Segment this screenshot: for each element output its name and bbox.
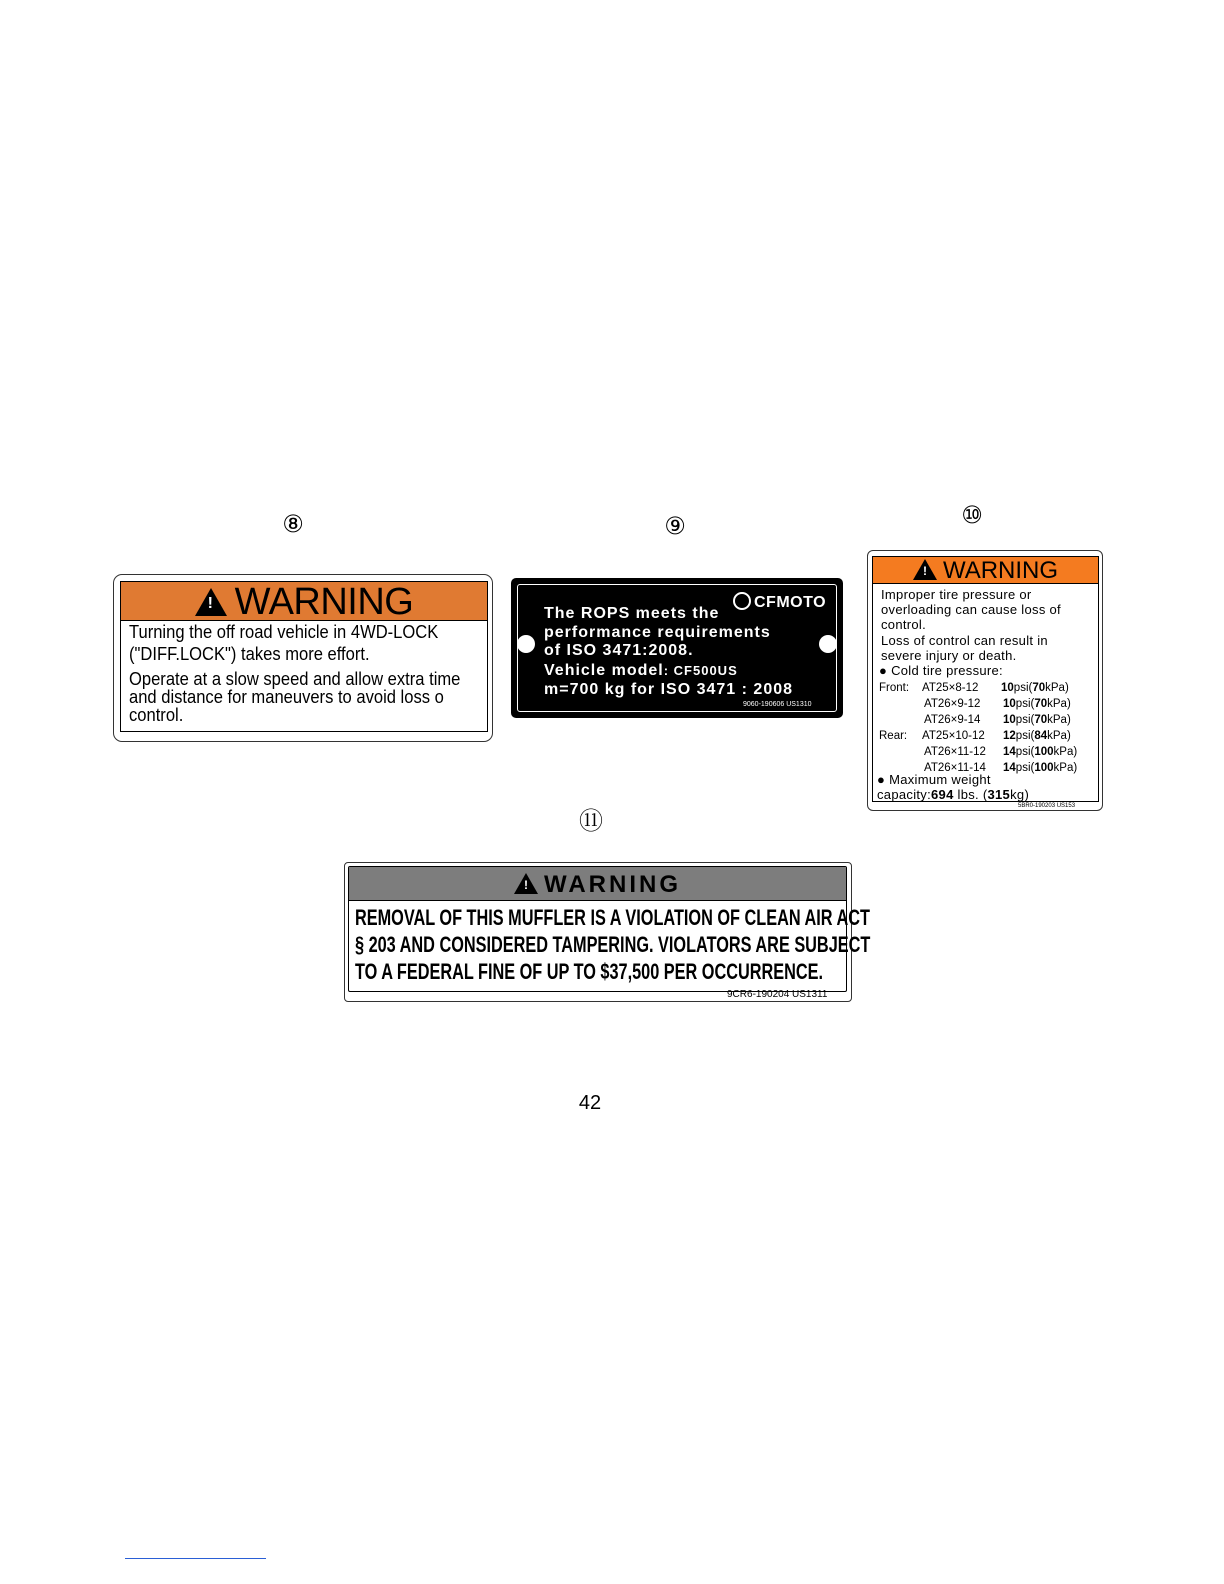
label-10-part-code: 5BR0-190203 US153 (1018, 803, 1076, 809)
label-marker-8: ⑧ (282, 510, 304, 538)
label-8-header (121, 582, 487, 621)
label-11-part-code: 9CR6-190204 US1311 (727, 989, 828, 1000)
label-9-line-3: of ISO 3471:2008. (544, 642, 694, 659)
label-11-line-2: § 203 AND CONSIDERED TAMPERING. VIOLATORS ARE SUBJECT (355, 932, 871, 957)
label-10-capacity: capacity:694 lbs. (315kg) (877, 787, 1030, 802)
footnote-divider (125, 1558, 266, 1559)
label-10-heading: WARNING (942, 557, 1059, 584)
label-8-heading: WARNING (234, 581, 414, 623)
label-9-line-1: The ROPS meets the (544, 605, 720, 622)
label-9-line-4 (544, 661, 738, 680)
tire-pressure: 14psi(100kPa) (1003, 762, 1078, 774)
label-10-cold-title: ● Cold tire pressure: (879, 663, 1003, 678)
label-9-mount-hole-left (517, 635, 535, 653)
warning-triangle-icon (514, 873, 538, 894)
label-10-line-3: control. (881, 617, 927, 632)
label-9-logo (733, 592, 826, 612)
label-9-mount-hole-right (819, 635, 837, 653)
label-11-line-3: TO A FEDERAL FINE OF UP TO $37,500 PER OCCURRENCE. (355, 959, 824, 984)
label-10-header (873, 557, 1098, 584)
page-number: 42 (578, 1092, 602, 1114)
tire-pressure: 10psi(70kPa) (1003, 698, 1071, 710)
tire-size: AT26×11-12 (924, 746, 986, 758)
label-11-muffler-warning (348, 866, 871, 992)
label-10-rear-label: Rear: (879, 730, 908, 742)
label-8-line-4: and distance for maneuvers to avoid loss o (129, 687, 444, 707)
label-marker-10: ⑩ (961, 501, 983, 529)
label-10-line-4: Loss of control can result in (881, 633, 1048, 648)
tire-size: AT26×11-14 (924, 762, 986, 774)
label-9-brand: CFMOTO (754, 594, 827, 611)
label-10-max-weight-title: ● Maximum weight (877, 772, 991, 787)
tire-size: AT26×9-14 (924, 714, 981, 726)
tire-pressure: 10psi(70kPa) (1003, 714, 1071, 726)
label-10-tire-pressure-warning (872, 556, 1099, 802)
label-11-header (349, 867, 846, 901)
label-9-part-code: 9060-190606 US1310 (743, 701, 812, 708)
warning-triangle-icon (195, 588, 227, 616)
label-9-model-value: : CF500US (663, 663, 738, 678)
label-8-line-2: ("DIFF.LOCK") takes more effort. (129, 644, 370, 664)
tire-pressure: 12psi(84kPa) (1003, 730, 1071, 742)
label-11-line-1: REMOVAL OF THIS MUFFLER IS A VIOLATION OF CLEAN AIR ACT (355, 905, 870, 930)
warning-triangle-icon (913, 559, 937, 580)
label-9-line-2: performance requirements (544, 624, 771, 641)
label-8-4wd-lock-warning (120, 581, 488, 732)
label-8-line-1: Turning the off road vehicle in 4WD-LOCK (129, 622, 439, 642)
label-8-line-5: control. (129, 705, 184, 725)
tire-size: AT26×9-12 (924, 698, 981, 710)
label-9-line-5: m=700 kg for ISO 3471 : 2008 (544, 681, 794, 698)
label-9-rops-plate (511, 578, 843, 718)
tire-size: AT25×8-12 (922, 682, 979, 694)
label-9-model-prefix: Vehicle model (544, 662, 664, 679)
tire-pressure: 14psi(100kPa) (1003, 746, 1078, 758)
cfmoto-logo-icon (733, 592, 751, 610)
label-10-line-1: Improper tire pressure or (881, 587, 1032, 602)
label-8-line-3: Operate at a slow speed and allow extra time (129, 669, 461, 689)
label-marker-9: ⑨ (664, 512, 686, 540)
label-10-line-5: severe injury or death. (881, 648, 1017, 663)
label-marker-11: ⑪ (579, 807, 603, 835)
tire-size: AT25×10-12 (922, 730, 985, 742)
label-10-front-label: Front: (879, 682, 910, 694)
label-11-heading: WARNING (544, 871, 681, 898)
tire-pressure: 10psi(70kPa) (1001, 682, 1069, 694)
label-10-line-2: overloading can cause loss of (881, 602, 1061, 617)
